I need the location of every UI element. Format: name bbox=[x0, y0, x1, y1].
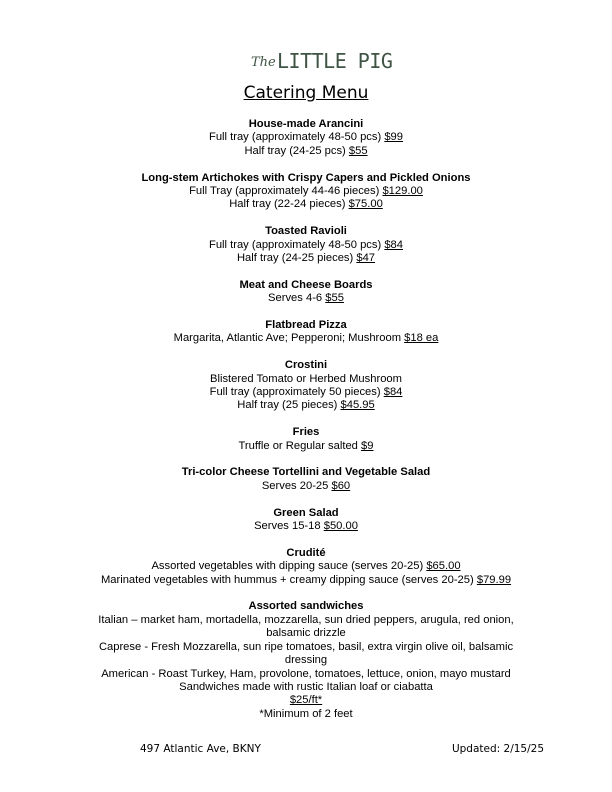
menu-line bbox=[30, 641, 582, 654]
line-text: Serves 4-6 bbox=[268, 292, 326, 305]
menu-line bbox=[30, 627, 582, 640]
price: $55 bbox=[348, 144, 368, 157]
line-text: Caprese - Fresh Mozzarella, sun ripe tomatoes, basil, extra virgin olive oil, balsamic bbox=[98, 640, 514, 653]
line-text: Half tray (24-25 pcs) bbox=[244, 144, 349, 157]
menu-line bbox=[30, 131, 582, 144]
line-text: Full tray (approximately 48-50 pcs) bbox=[208, 238, 385, 251]
menu-list bbox=[30, 118, 582, 735]
line-text: balsamic drizzle bbox=[266, 627, 346, 640]
menu-section bbox=[30, 225, 582, 265]
menu-section bbox=[30, 466, 582, 493]
menu-line bbox=[30, 386, 582, 399]
section-name: Toasted Ravioli bbox=[265, 225, 347, 238]
price: $55 bbox=[325, 292, 344, 305]
price: $84 bbox=[384, 238, 403, 251]
logo bbox=[0, 44, 612, 79]
menu-line bbox=[30, 145, 582, 158]
section-name: House-made Arancini bbox=[248, 118, 364, 130]
menu-section bbox=[30, 279, 582, 306]
price: $99 bbox=[384, 131, 403, 144]
section-name: Green Salad bbox=[273, 506, 339, 519]
line-text: dressing bbox=[284, 654, 328, 667]
menu-section bbox=[30, 319, 582, 346]
menu-line bbox=[30, 694, 582, 707]
logo-name: LITTLE PIG bbox=[277, 49, 393, 73]
line-text: Full tray (approximately 50 pieces) bbox=[209, 386, 384, 399]
section-name: Crudité bbox=[286, 546, 326, 559]
line-text: Sandwiches made with rustic Italian loaf or ciabatta bbox=[179, 680, 433, 693]
line-text: Margarita, Atlantic Ave; Pepperoni; Mushroom bbox=[173, 332, 405, 345]
price: $75.00 bbox=[348, 198, 383, 211]
page-title: Catering Menu bbox=[243, 83, 369, 103]
price: $84 bbox=[383, 386, 403, 399]
price: $129.00 bbox=[382, 185, 423, 198]
logo-prefix: The bbox=[251, 55, 276, 70]
menu-line bbox=[30, 292, 582, 305]
section-name: Tri-color Cheese Tortellini and Vegetable Salad bbox=[181, 466, 431, 479]
menu-line bbox=[30, 574, 582, 587]
menu-line bbox=[30, 185, 582, 198]
price: $65.00 bbox=[426, 560, 461, 573]
menu-line bbox=[30, 520, 582, 533]
line-text: *Minimum of 2 feet bbox=[259, 707, 353, 720]
line-text: Serves 20-25 bbox=[261, 479, 332, 492]
menu-line bbox=[30, 252, 582, 265]
menu-section bbox=[30, 426, 582, 453]
price: $9 bbox=[361, 439, 374, 452]
menu-line bbox=[30, 708, 582, 721]
line-text: American - Roast Turkey, Ham, provolone, tomatoes, lettuce, onion, mayo mustard bbox=[101, 667, 511, 680]
little-pig-logo bbox=[251, 44, 393, 74]
menu-line bbox=[30, 440, 582, 453]
section-name: Crostini bbox=[284, 359, 328, 372]
price: $45.95 bbox=[340, 399, 375, 412]
menu-section bbox=[30, 118, 582, 158]
menu-section bbox=[30, 547, 582, 587]
section-name: Flatbread Pizza bbox=[265, 319, 347, 332]
line-text: Half tray (25 pieces) bbox=[237, 399, 341, 412]
line-text: Full Tray (approximately 44-46 pieces) bbox=[189, 185, 383, 198]
menu-line bbox=[30, 373, 582, 386]
footer-address: 497 Atlantic Ave, BKNY bbox=[140, 743, 261, 755]
price: $18 ea bbox=[404, 332, 439, 345]
line-text: Italian – market ham, mortadella, mozzarella, sun dried peppers, arugula, red onion, bbox=[98, 613, 514, 626]
line-text: Truffle or Regular salted bbox=[238, 439, 362, 452]
line-text: Serves 15-18 bbox=[254, 520, 324, 533]
menu-section bbox=[30, 172, 582, 212]
line-text: Full tray (approximately 48-50 pcs) bbox=[208, 131, 385, 144]
menu-line bbox=[30, 560, 582, 573]
menu-section bbox=[30, 507, 582, 534]
menu-section bbox=[30, 600, 582, 721]
line-text: Assorted vegetables with dipping sauce (serves 20-25) bbox=[151, 560, 427, 573]
section-name: Long-stem Artichokes with Crispy Capers and Pickled Onions bbox=[141, 171, 471, 184]
menu-line bbox=[30, 198, 582, 211]
footer-updated: Updated: 2/15/25 bbox=[451, 743, 544, 755]
menu-line bbox=[30, 332, 582, 345]
menu-line bbox=[30, 668, 582, 681]
menu-line bbox=[30, 654, 582, 667]
price: $50.00 bbox=[323, 520, 358, 533]
line-text: Blistered Tomato or Herbed Mushroom bbox=[210, 372, 402, 385]
price: $60 bbox=[331, 479, 351, 492]
price: $25/ft* bbox=[289, 694, 323, 707]
line-text: Half tray (24-25 pieces) bbox=[236, 252, 357, 265]
section-name: Meat and Cheese Boards bbox=[239, 278, 373, 291]
menu-line bbox=[30, 399, 582, 412]
menu-line bbox=[30, 614, 582, 627]
menu-line bbox=[30, 480, 582, 493]
section-name: Fries bbox=[292, 426, 320, 439]
menu-section bbox=[30, 359, 582, 413]
price: $79.99 bbox=[476, 573, 512, 586]
line-text: Half tray (22-24 pieces) bbox=[229, 198, 349, 211]
line-text: Marinated vegetables with hummus + creamy dipping sauce (serves 20-25) bbox=[100, 573, 477, 586]
menu-line bbox=[30, 239, 582, 252]
menu-line bbox=[30, 681, 582, 694]
section-name: Assorted sandwiches bbox=[248, 600, 364, 613]
price: $47 bbox=[356, 252, 376, 265]
